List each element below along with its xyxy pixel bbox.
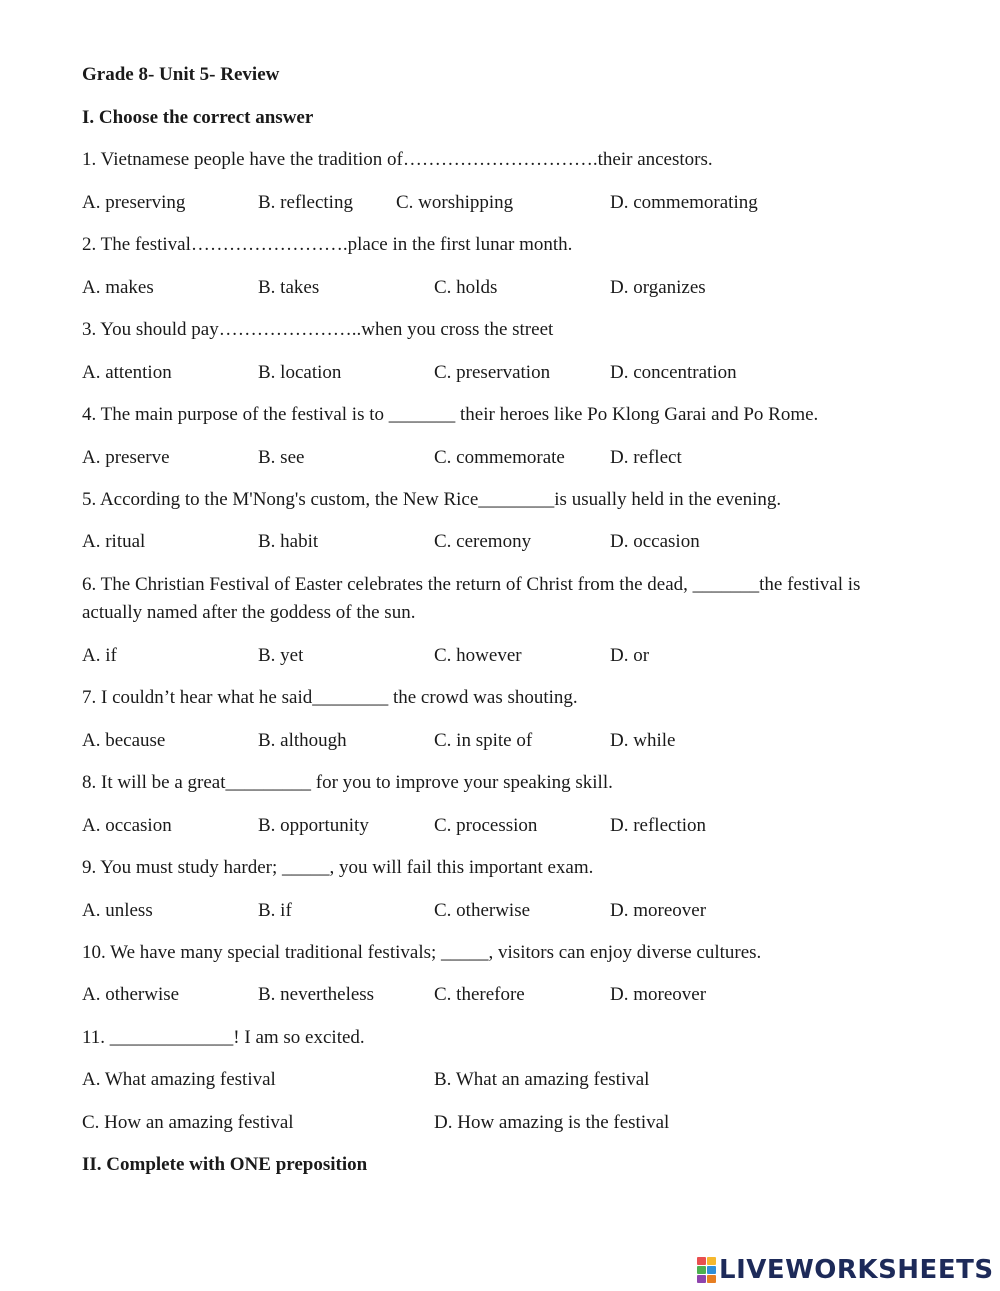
liveworksheets-logo — [697, 1256, 994, 1284]
q3-option-d: D. concentration — [610, 362, 737, 383]
question-5: 5. According to the M'Nong's custom, the New Rice________is usually held in the evening. — [82, 489, 782, 510]
logo-square — [707, 1275, 716, 1283]
q1-option-a: A. preserving — [82, 192, 186, 213]
question-2: 2. The festival…………………….place in the first lunar month. — [82, 234, 573, 255]
q11-option-b: B. What an amazing festival — [434, 1069, 650, 1090]
question-1: 1. Vietnamese people have the tradition of………………………….their ancestors. — [82, 149, 713, 170]
q4-option-b: B. see — [258, 447, 305, 468]
q11-option-d: D. How amazing is the festival — [434, 1112, 670, 1133]
q7-option-c: C. in spite of — [434, 730, 533, 751]
q6-option-d: D. or — [610, 645, 650, 666]
question-3: 3. You should pay…………………..when you cross the street — [82, 319, 554, 340]
question-10: 10. We have many special traditional festivals; _____, visitors can enjoy diverse cultures. — [82, 942, 762, 963]
page-title: Grade 8- Unit 5- Review — [82, 64, 280, 85]
q1-option-b: B. reflecting — [258, 192, 353, 213]
logo-square — [697, 1266, 706, 1274]
q4-option-a: A. preserve — [82, 447, 170, 468]
q3-option-c: C. preservation — [434, 362, 551, 383]
q2-option-b: B. takes — [258, 277, 320, 298]
logo-square — [707, 1257, 716, 1265]
q5-option-a: A. ritual — [82, 531, 146, 552]
q5-option-d: D. occasion — [610, 531, 700, 552]
q9-option-c: C. otherwise — [434, 900, 531, 921]
q11-option-a: A. What amazing festival — [82, 1069, 276, 1090]
q10-option-d: D. moreover — [610, 984, 707, 1005]
logo-text: LIVEWORKSHEETS — [719, 1255, 994, 1285]
q8-option-c: C. procession — [434, 815, 538, 836]
q8-option-b: B. opportunity — [258, 815, 369, 836]
q10-option-c: C. therefore — [434, 984, 525, 1005]
q1-option-d: D. commemorating — [610, 192, 758, 213]
q7-option-d: D. while — [610, 730, 676, 751]
logo-square — [707, 1266, 716, 1274]
q9-option-b: B. if — [258, 900, 292, 921]
q7-option-a: A. because — [82, 730, 166, 751]
q2-option-d: D. organizes — [610, 277, 706, 298]
liveworksheets-logo-icon — [697, 1257, 717, 1283]
logo-square — [697, 1257, 706, 1265]
q10-option-a: A. otherwise — [82, 984, 180, 1005]
q10-option-b: B. nevertheless — [258, 984, 375, 1005]
q8-option-a: A. occasion — [82, 815, 172, 836]
q7-option-b: B. although — [258, 730, 347, 751]
q9-option-a: A. unless — [82, 900, 153, 921]
q3-option-a: A. attention — [82, 362, 172, 383]
section-1-heading: I. Choose the correct answer — [82, 107, 314, 128]
q4-option-c: C. commemorate — [434, 447, 565, 468]
logo-square — [697, 1275, 706, 1283]
question-4: 4. The main purpose of the festival is to _______ their heroes like Po Klong Garai and Po Rome. — [82, 404, 819, 425]
question-8: 8. It will be a great_________ for you to improve your speaking skill. — [82, 772, 613, 793]
q6-option-c: C. however — [434, 645, 522, 666]
q5-option-c: C. ceremony — [434, 531, 532, 552]
q3-option-b: B. location — [258, 362, 342, 383]
q6-option-b: B. yet — [258, 645, 304, 666]
q4-option-d: D. reflect — [610, 447, 682, 468]
q8-option-d: D. reflection — [610, 815, 707, 836]
section-2-heading: II. Complete with ONE preposition — [82, 1154, 368, 1175]
question-6: 6. The Christian Festival of Easter celebrates the return of Christ from the dead, _______the festival is actually named after the goddess of the sun. — [82, 574, 861, 623]
q9-option-d: D. moreover — [610, 900, 707, 921]
q2-option-a: A. makes — [82, 277, 154, 298]
q1-option-c: C. worshipping — [396, 192, 514, 213]
question-7: 7. I couldn’t hear what he said________ the crowd was shouting. — [82, 687, 578, 708]
q6-option-a: A. if — [82, 645, 117, 666]
q5-option-b: B. habit — [258, 531, 319, 552]
question-9: 9. You must study harder; _____, you will fail this important exam. — [82, 857, 594, 878]
q2-option-c: C. holds — [434, 277, 498, 298]
q11-option-c: C. How an amazing festival — [82, 1112, 294, 1133]
question-11: 11. _____________! I am so excited. — [82, 1027, 365, 1048]
